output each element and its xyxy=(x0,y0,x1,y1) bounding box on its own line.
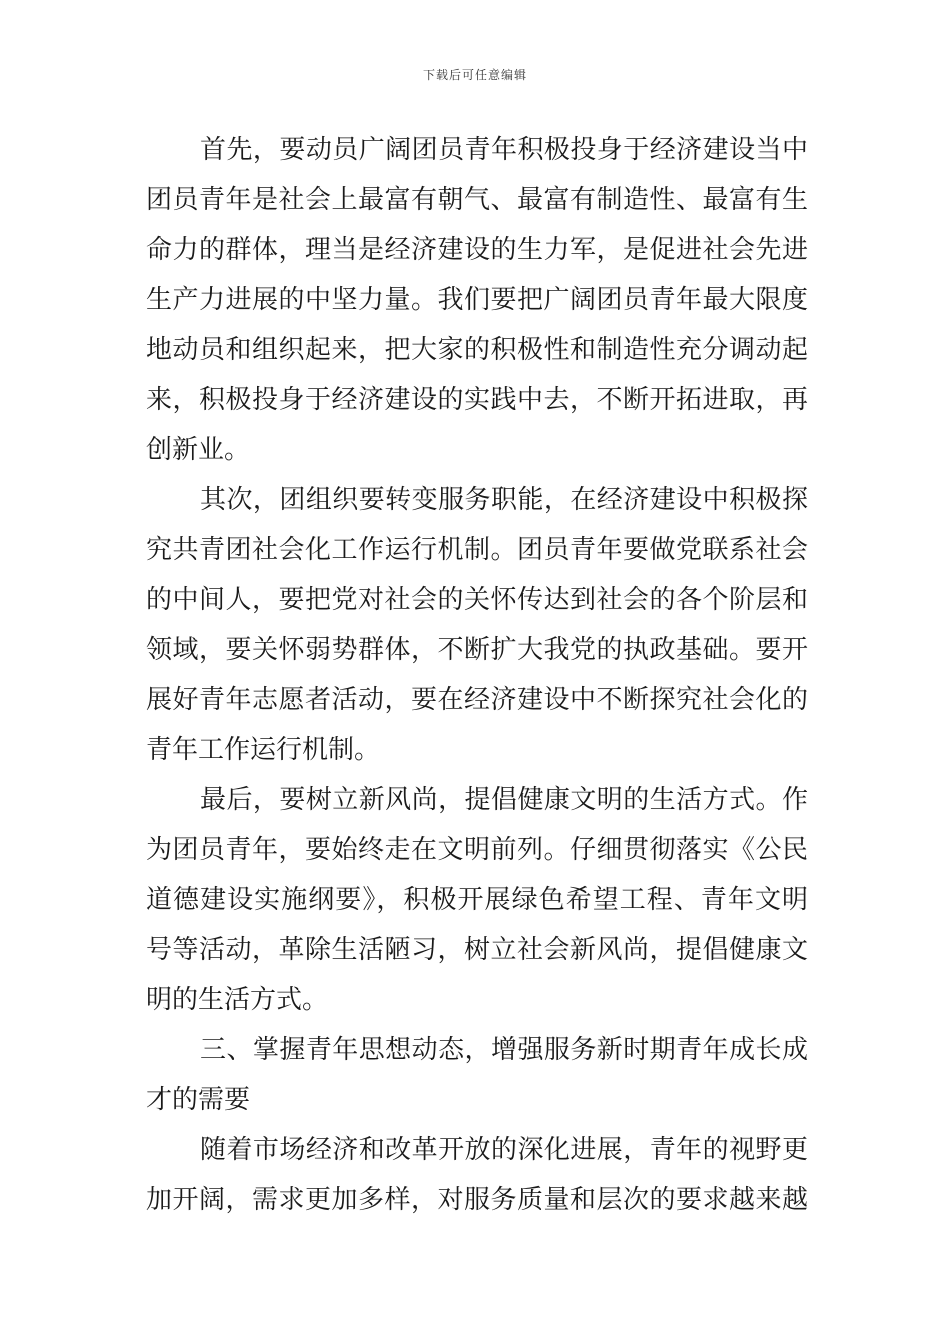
text-line: 号等活动，革除生活陋习，树立社会新风尚，提倡健康文 xyxy=(146,935,808,965)
document-body xyxy=(146,125,808,1225)
paragraph xyxy=(146,475,808,775)
header-note: 下载后可任意编辑 xyxy=(422,68,527,82)
text-line: 加开阔，需求更加多样，对服务质量和层次的要求越来越 xyxy=(146,1185,808,1215)
text-line: 明的生活方式。 xyxy=(146,985,329,1015)
text-line: 来，积极投身于经济建设的实践中去，不断开拓进取，再 xyxy=(146,385,808,415)
text-line: 随着市场经济和改革开放的深化进展，青年的视野更 xyxy=(200,1135,808,1165)
text-line: 道德建设实施纲要》，积极开展绿色希望工程、青年文明 xyxy=(146,885,808,915)
paragraph xyxy=(146,775,808,1025)
text-line: 团员青年是社会上最富有朝气、最富有制造性、最富有生 xyxy=(146,185,808,215)
text-line: 生产力进展的中坚力量。我们要把广阔团员青年最大限度 xyxy=(146,285,808,315)
text-line: 创新业。 xyxy=(146,435,251,465)
text-line: 才的需要 xyxy=(146,1085,251,1115)
paragraph xyxy=(146,125,808,475)
text-line: 的中间人，要把党对社会的关怀传达到社会的各个阶层和 xyxy=(146,585,808,615)
text-line: 展好青年志愿者活动，要在经济建设中不断探究社会化的 xyxy=(146,685,808,715)
text-line: 三、掌握青年思想动态，增强服务新时期青年成长成 xyxy=(200,1035,808,1065)
paragraph xyxy=(146,1125,808,1225)
text-line: 其次，团组织要转变服务职能，在经济建设中积极探 xyxy=(200,485,808,515)
text-line: 最后，要树立新风尚，提倡健康文明的生活方式。作 xyxy=(200,785,808,815)
text-line: 地动员和组织起来，把大家的积极性和制造性充分调动起 xyxy=(146,335,808,365)
text-line: 青年工作运行机制。 xyxy=(146,735,381,765)
text-line: 命力的群体，理当是经济建设的生力军，是促进社会先进 xyxy=(146,235,808,265)
text-line: 究共青团社会化工作运行机制。团员青年要做党联系社会 xyxy=(146,535,808,565)
text-line: 领域，要关怀弱势群体，不断扩大我党的执政基础。要开 xyxy=(146,635,808,665)
text-line: 首先，要动员广阔团员青年积极投身于经济建设当中 xyxy=(200,135,808,165)
section-heading xyxy=(146,1025,808,1125)
text-line: 为团员青年，要始终走在文明前列。仔细贯彻落实《公民 xyxy=(146,835,808,865)
